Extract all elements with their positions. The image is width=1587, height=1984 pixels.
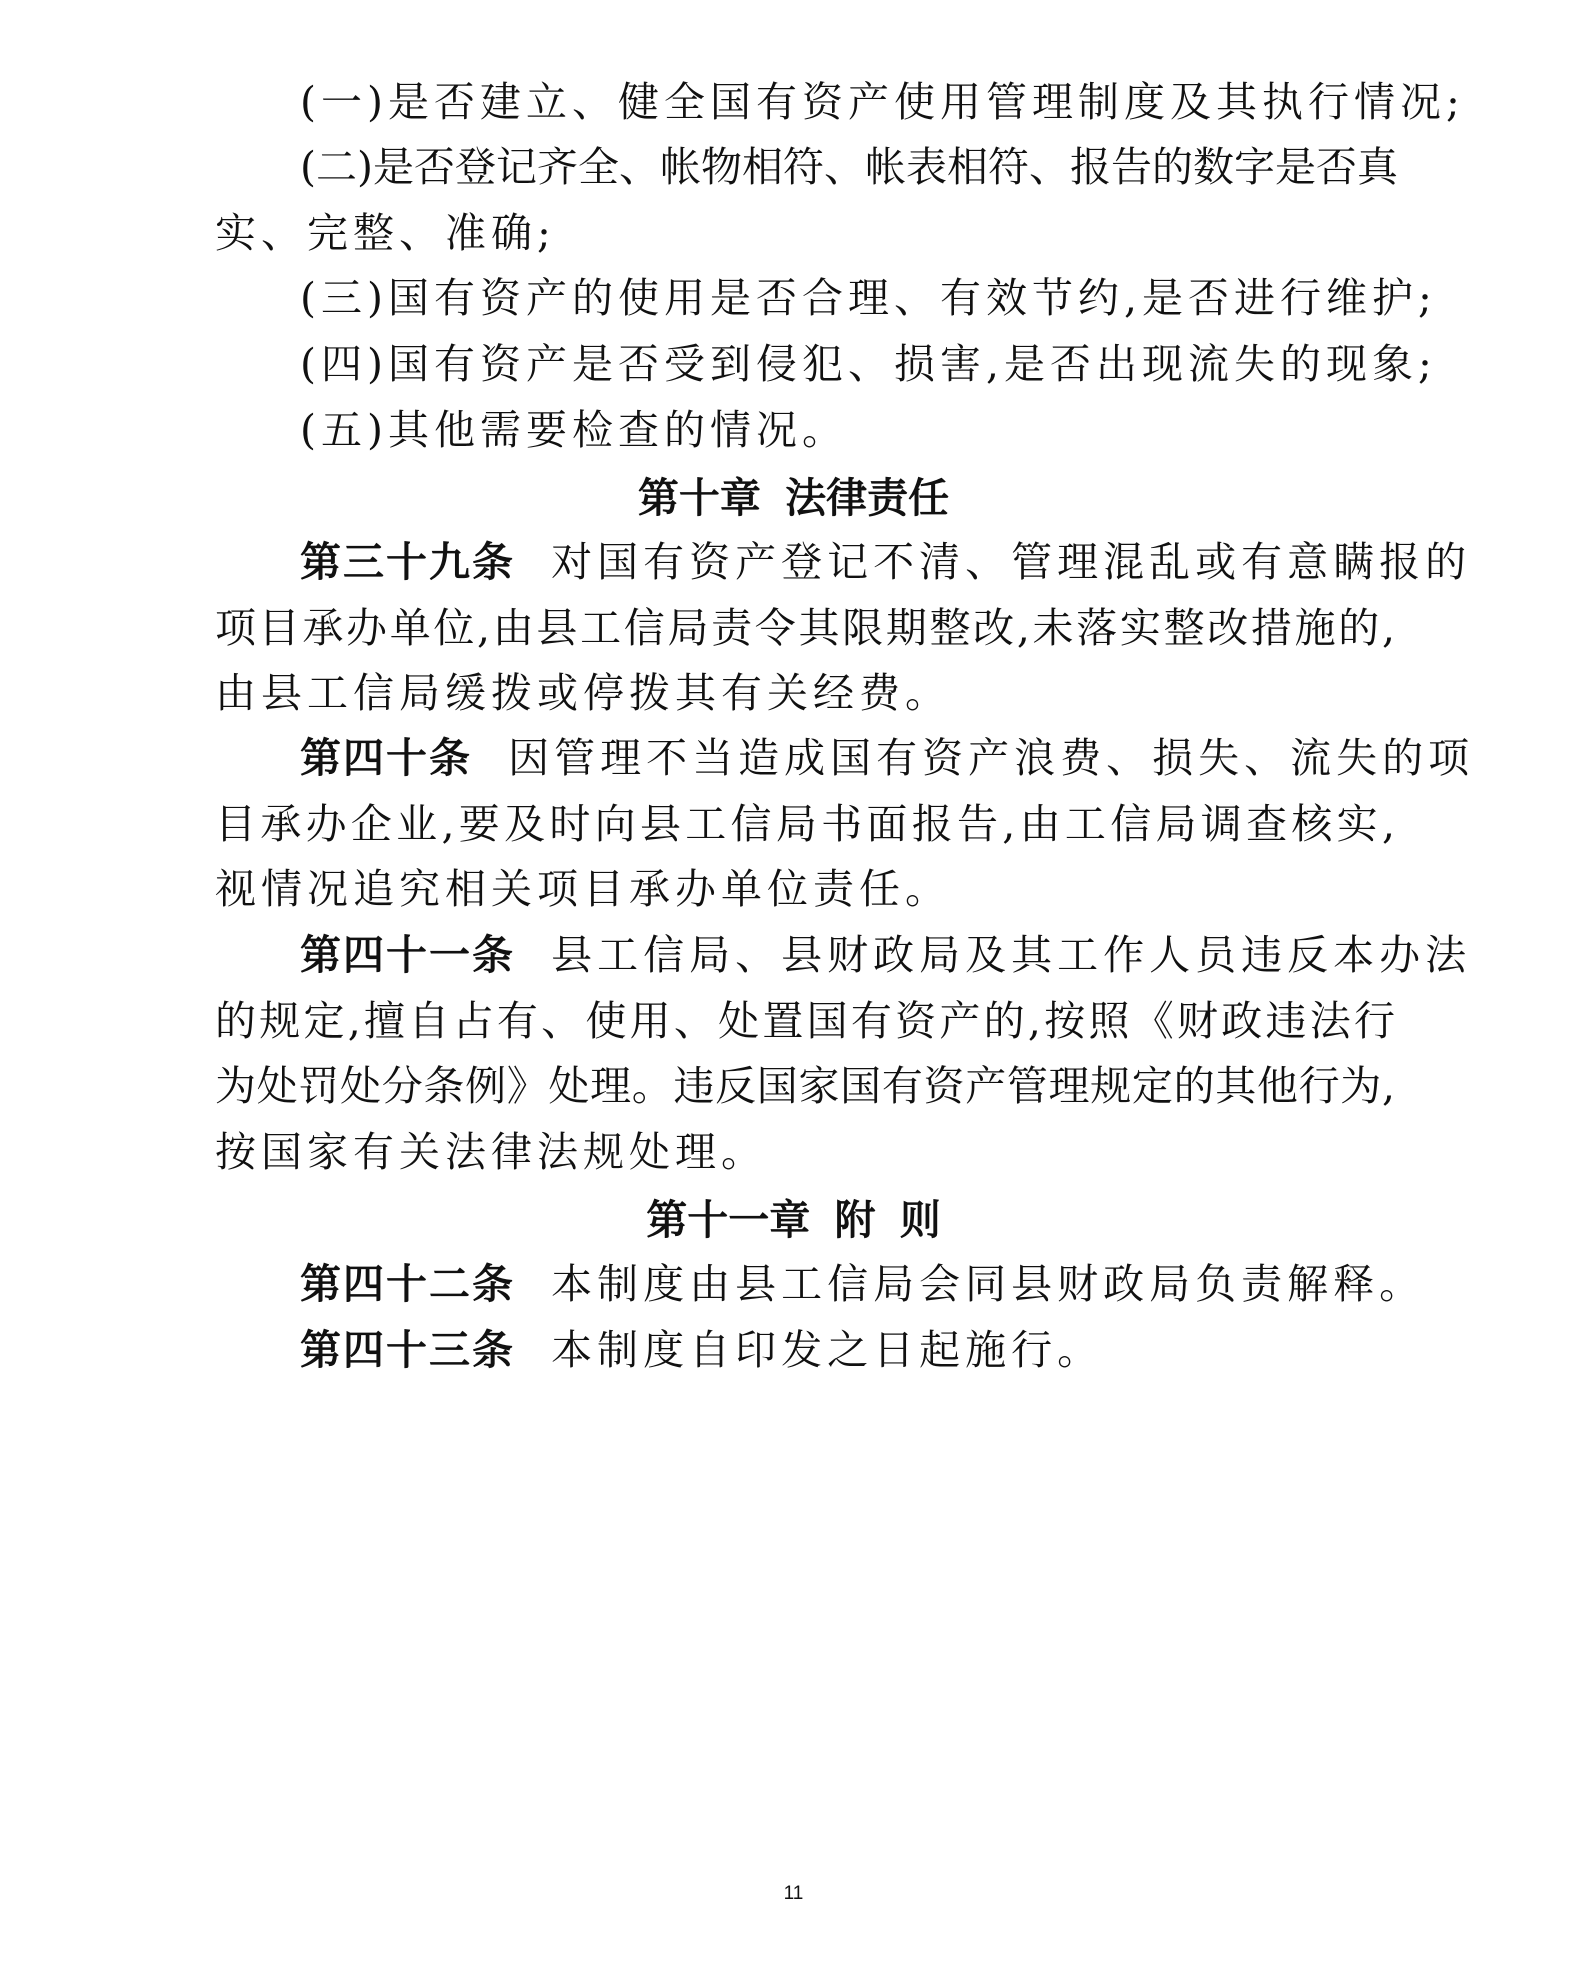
item-3: (三)国有资产的使用是否合理、有效节约,是否进行维护;: [300, 274, 1437, 322]
item-5: (五)其他需要检查的情况。: [300, 406, 848, 454]
article-43-label: 第四十三条: [300, 1326, 515, 1374]
article-39-text-1: 对国有资产登记不清、管理混乱或有意瞒报的: [551, 538, 1472, 586]
item-2-line-2: 实、完整、准确;: [215, 209, 556, 257]
chapter-10-heading: 第十章 法律责任: [637, 474, 950, 522]
article-43-text: 本制度自印发之日起施行。: [551, 1326, 1104, 1374]
article-39-line-3: 由县工信局缓拨或停拨其有关经费。: [215, 669, 951, 717]
article-42-text: 本制度由县工信局会同县财政局负责解释。: [551, 1260, 1426, 1308]
article-43-line: [300, 1326, 1395, 1374]
item-1: (一)是否建立、健全国有资产使用管理制度及其执行情况;: [300, 78, 1465, 126]
article-39-line-1: [300, 538, 1472, 586]
item-4: (四)国有资产是否受到侵犯、损害,是否出现流失的现象;: [300, 340, 1437, 388]
article-41-line-4: 按国家有关法律法规处理。: [215, 1128, 767, 1176]
article-41-label: 第四十一条: [300, 931, 515, 979]
article-40-text-1: 因管理不当造成国有资产浪费、损失、流失的项: [508, 734, 1475, 782]
article-41-line-3: 为处罚处分条例》处理。违反国家国有资产管理规定的其他行为,: [215, 1062, 1395, 1110]
article-41-line-2: 的规定,擅自占有、使用、处置国有资产的,按照《财政违法行: [215, 997, 1395, 1045]
article-39-label: 第三十九条: [300, 538, 515, 586]
article-40-line-3: 视情况追究相关项目承办单位责任。: [215, 865, 951, 913]
article-42-label: 第四十二条: [300, 1260, 515, 1308]
article-40-label: 第四十条: [300, 734, 472, 782]
item-2-line-1: (二)是否登记齐全、帐物相符、帐表相符、报告的数字是否真: [300, 143, 1398, 191]
article-41-line-1: [300, 931, 1472, 979]
article-39-line-2: 项目承办单位,由县工信局责令其限期整改,未落实整改措施的,: [215, 604, 1395, 652]
chapter-11-heading: 第十一章 附 则: [646, 1196, 941, 1244]
article-40-line-2: 目承办企业,要及时向县工信局书面报告,由工信局调查核实,: [215, 800, 1395, 848]
page-number: 11: [783, 1883, 804, 1904]
article-42-line: [300, 1260, 1426, 1308]
article-40-line-1: [300, 734, 1475, 782]
article-41-text-1: 县工信局、县财政局及其工作人员违反本办法: [551, 931, 1472, 979]
